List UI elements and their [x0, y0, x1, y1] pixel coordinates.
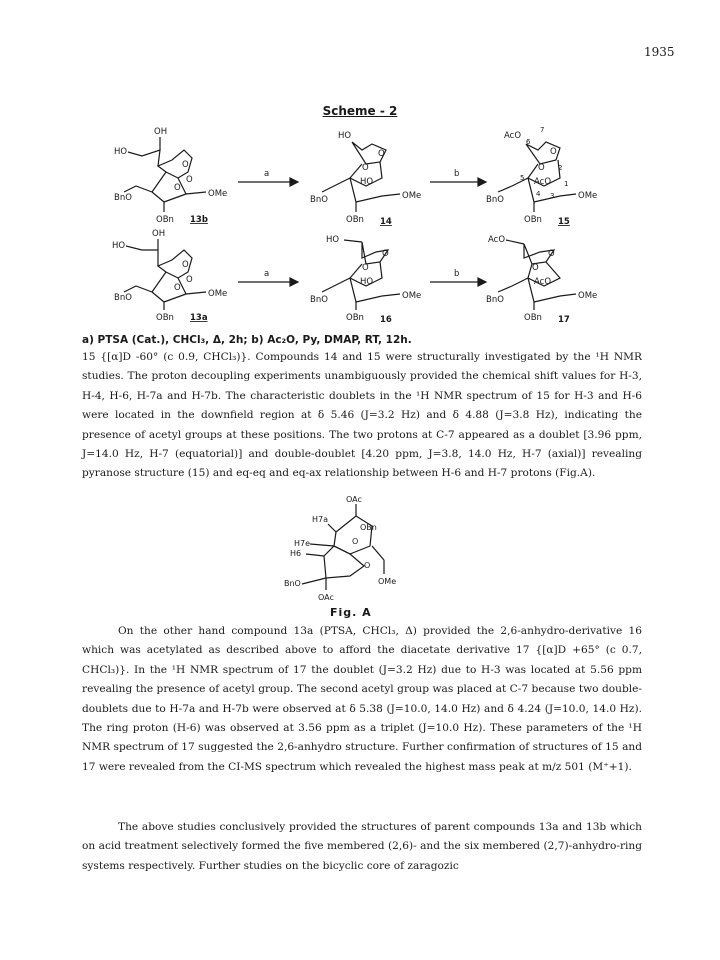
arrow-a-row1: [238, 169, 298, 186]
arrow-b-row2: [430, 269, 486, 286]
svg-text:14: 14: [380, 217, 392, 227]
figure-a: [280, 494, 440, 606]
svg-text:5: 5: [520, 174, 525, 182]
svg-text:AcO: AcO: [504, 131, 522, 141]
svg-text:OBn: OBn: [360, 523, 377, 532]
svg-text:O: O: [182, 260, 189, 270]
svg-text:O: O: [182, 160, 189, 170]
svg-text:HO: HO: [114, 147, 128, 157]
svg-text:O: O: [186, 275, 193, 285]
compound-14: [310, 131, 421, 227]
svg-text:OAc: OAc: [318, 593, 334, 602]
svg-text:OBn: OBn: [156, 215, 174, 225]
svg-text:OBn: OBn: [346, 215, 364, 225]
svg-text:b: b: [454, 269, 460, 279]
svg-text:OBn: OBn: [524, 313, 542, 322]
svg-text:13a: 13a: [190, 313, 208, 322]
svg-text:BnO: BnO: [310, 295, 328, 305]
svg-text:a: a: [264, 269, 270, 279]
compound-17: [486, 235, 597, 322]
svg-text:O: O: [382, 249, 389, 259]
svg-text:15: 15: [558, 217, 570, 227]
svg-text:BnO: BnO: [284, 579, 301, 588]
svg-text:3: 3: [550, 192, 555, 200]
svg-text:H6: H6: [290, 549, 302, 558]
paragraph-1: 15 {[α]D -60° (c 0.9, CHCl₃)}. Compounds 14 and 15 were structurally investigated by the ¹H NMR studies. The proton decoupling experiments unambiguously provided the chemical shift values for H-3, H-4, H-6, H-7a and H-7b. The characteristic doublets in the ¹H NMR spectrum of 15 for H-3 and H-6 were located in the downfield region at δ 5.46 (J=3.2 Hz) and δ 4.88 (J=3.8 Hz), indicating the presence of acetyl groups at these positions. The two protons at C-7 appeared as a doublet [3.96 ppm, J=14.0 Hz, H-7 (equatorial)] and double-doublet [4.20 ppm, J=3.8, 14.0 Hz, H-7 (axial)] revealing pyranose structure (15) and eq-eq and eq-ax relationship between H-6 and H-7 protons (Fig.A).: [82, 351, 642, 480]
svg-text:OH: OH: [152, 229, 166, 239]
svg-text:H7a: H7a: [312, 515, 329, 524]
svg-text:13b: 13b: [190, 215, 208, 225]
svg-text:HO: HO: [338, 131, 352, 141]
paragraph-2: On the other hand compound 13a (PTSA, CHCl₃, Δ) provided the 2,6-anhydro-derivative 16 which was acetylated as described above to afford the diacetate derivative 17 {[α]D +65° (c 0.7, CHCl₃)}. In the ¹H NMR spectrum of 17 the doublet (J=3.2 Hz) due to H-3 was located at 5.56 ppm revealing the presence of acetyl group. The second acetyl group was placed at C-7 because two double-doublets due to H-7a and H-7b were observed at δ 5.38 (J=10.0, 14.0 Hz) and δ 4.24 (J=10.0, 14.0 Hz). The ring proton (H-6) was observed at 3.56 ppm as a triplet (J=10.0 Hz). These parameters of the ¹H NMR spectrum of 17 suggested the 2,6-anhydro structure. Further confirmation of structures of 15 and 17 were revealed from the CI-MS spectrum which revealed the highest mass peak at m/z 501 (M⁺+1).: [82, 625, 642, 773]
arrow-b-row1: [430, 169, 486, 186]
svg-text:a: a: [264, 169, 270, 179]
svg-text:1: 1: [564, 180, 569, 188]
svg-text:O: O: [174, 183, 181, 193]
svg-text:BnO: BnO: [486, 195, 504, 205]
svg-text:OMe: OMe: [578, 291, 598, 301]
reaction-scheme: [100, 122, 640, 322]
svg-text:OBn: OBn: [156, 313, 174, 322]
svg-text:BnO: BnO: [486, 295, 504, 305]
svg-text:OBn: OBn: [524, 215, 542, 225]
svg-text:16: 16: [380, 315, 392, 322]
svg-text:O: O: [186, 175, 193, 185]
svg-text:OMe: OMe: [402, 191, 422, 201]
svg-text:OMe: OMe: [208, 189, 228, 199]
svg-text:O: O: [550, 147, 557, 157]
svg-text:17: 17: [558, 315, 570, 322]
svg-text:AcO: AcO: [488, 235, 506, 245]
reaction-conditions: a) PTSA (Cat.), CHCl₃, Δ, 2h; b) Ac₂O, Py, DMAP, RT, 12h.: [82, 334, 412, 346]
paragraph-3: The above studies conclusively provided the structures of parent compounds 13a and 13b which on acid treatment selectively formed the five membered (2,6)- and the six membered (2,7)-anhydro-ring systems respectively. Further studies on the bicyclic core of zaragozic: [82, 821, 642, 872]
svg-text:OBn: OBn: [346, 313, 364, 322]
svg-text:H7e: H7e: [294, 539, 311, 548]
compound-15: [486, 126, 597, 227]
svg-text:OMe: OMe: [402, 291, 422, 301]
svg-text:OH: OH: [154, 127, 168, 137]
svg-text:AcO: AcO: [534, 177, 552, 187]
svg-text:OAc: OAc: [346, 495, 362, 504]
svg-text:HO: HO: [360, 177, 374, 187]
scheme-title: Scheme - 2: [322, 104, 398, 118]
figure-caption: Fig. A: [330, 606, 372, 619]
svg-text:BnO: BnO: [114, 293, 132, 303]
svg-text:4: 4: [536, 190, 541, 198]
svg-text:HO: HO: [112, 241, 126, 251]
svg-text:O: O: [362, 163, 369, 173]
svg-text:7: 7: [540, 126, 545, 134]
svg-text:O: O: [378, 149, 385, 159]
compound-13b: [114, 127, 227, 225]
svg-text:O: O: [364, 561, 371, 570]
svg-text:O: O: [532, 263, 539, 273]
svg-text:b: b: [454, 169, 460, 179]
svg-text:OMe: OMe: [208, 289, 228, 299]
svg-text:HO: HO: [326, 235, 340, 245]
compound-16: [310, 235, 421, 322]
svg-text:6: 6: [526, 138, 531, 146]
svg-text:2: 2: [558, 164, 563, 172]
compound-13a: [112, 229, 227, 322]
svg-text:O: O: [362, 263, 369, 273]
svg-text:O: O: [352, 537, 359, 546]
svg-text:HO: HO: [360, 277, 374, 287]
page-number: 1935: [644, 45, 675, 59]
svg-text:BnO: BnO: [310, 195, 328, 205]
arrow-a-row2: [238, 269, 298, 286]
svg-text:AcO: AcO: [534, 277, 552, 287]
svg-text:BnO: BnO: [114, 193, 132, 203]
svg-text:O: O: [174, 283, 181, 293]
svg-text:OMe: OMe: [378, 577, 397, 586]
svg-text:O: O: [538, 163, 545, 173]
svg-text:OMe: OMe: [578, 191, 598, 201]
svg-text:O: O: [548, 249, 555, 259]
